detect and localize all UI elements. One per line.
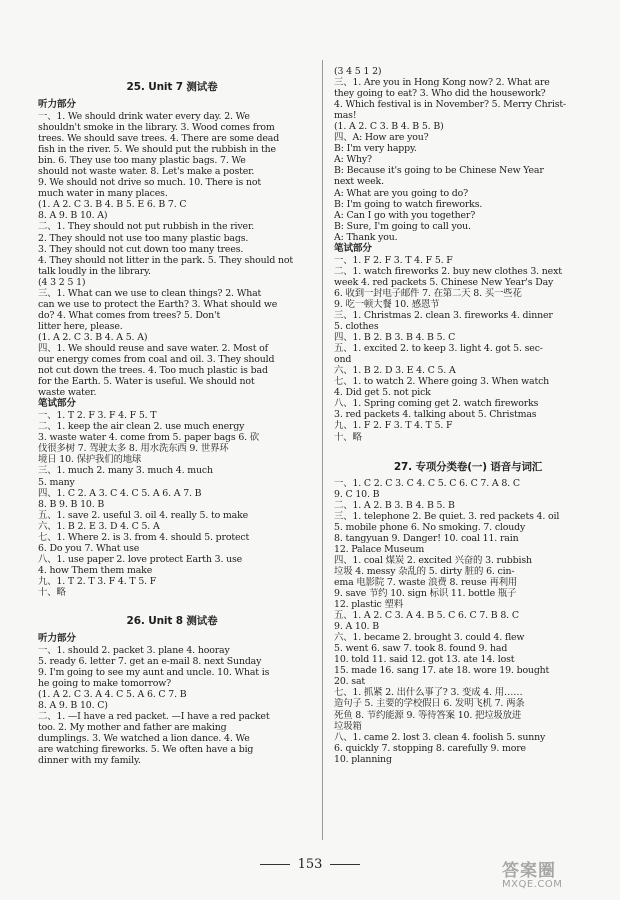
answer-line: 9. A 10. B xyxy=(334,621,379,633)
answer-line: shouldn't smoke in the library. 3. Wood comes from xyxy=(38,122,275,134)
answer-line: do? 4. What comes from trees? 5. Don't xyxy=(38,309,221,321)
section-25-listening-heading: 听力部分 xyxy=(38,99,76,110)
answer-line: trees. We should save trees. 4. There are some dead xyxy=(38,133,280,145)
answer-line: next week. xyxy=(334,176,384,188)
section-26-listening-answers xyxy=(38,645,306,767)
answer-line: 6. 收到一封电子邮件 7. 在第二天 8. 买一些花 xyxy=(334,287,522,299)
answer-line: 8. tangyuan 9. Danger! 10. coal 11. rain xyxy=(334,532,519,544)
answer-line: not cut down the trees. 4. Too much plastic is bad xyxy=(38,365,268,377)
answer-line: 9. save 节约 10. sign 标识 11. bottle 瓶子 xyxy=(334,588,517,600)
section-26-listening-heading: 听力部分 xyxy=(38,633,76,645)
left-column xyxy=(38,0,306,767)
answer-line: 七、1. 抓紧 2. 出什么事了? 3. 变成 4. 用…… xyxy=(334,687,523,699)
answer-line: ond xyxy=(334,354,352,366)
answer-line: (4 3 2 5 1) xyxy=(38,276,86,288)
answer-line: 五、1. excited 2. to keep 3. light 4. got 5. sec- xyxy=(334,343,543,355)
answer-line: 五、1. A 2. C 3. A 4. B 5. C 6. C 7. B 8. C xyxy=(334,610,519,622)
answer-line: (1. A 2. C 3. A 4. C 5. A 6. C 7. B xyxy=(38,689,187,701)
answer-line: mas! xyxy=(334,110,357,122)
answer-line: B: I'm going to watch fireworks. xyxy=(334,198,483,210)
watermark-bottom-text: MXQE.COM xyxy=(502,879,563,890)
answer-line: 六、1. B 2. D 3. E 4. C 5. A xyxy=(334,365,456,377)
answer-line: (1. A 2. C 3. B 4. B 5. E 6. B 7. C xyxy=(38,199,187,211)
answer-line: litter here, please. xyxy=(38,320,123,332)
answer-line: 二、1. watch fireworks 2. buy new clothes 3. next xyxy=(334,265,562,277)
answer-line: 3. waste water 4. come from 5. paper bags 6. 砍 xyxy=(38,432,260,444)
answer-line: 五、1. save 2. useful 3. oil 4. really 5. to make xyxy=(38,509,249,521)
answer-line: 9. We should not drive so much. 10. There is not xyxy=(38,177,261,189)
answer-line: 5. ready 6. letter 7. get an e-mail 8. next Sunday xyxy=(38,656,262,668)
answer-line: 四、1. B 2. B 3. B 4. B 5. C xyxy=(334,332,456,344)
answer-line: 8. B 9. B 10. B xyxy=(38,498,105,510)
answer-line: 4. They should not litter in the park. 5. They should not xyxy=(38,254,294,266)
answer-line: waste water. xyxy=(38,387,97,399)
answer-line: are watching fireworks. 5. We often have a big xyxy=(38,744,254,756)
answer-line: 三、1. What can we use to clean things? 2. What xyxy=(38,287,262,299)
answer-line: 一、1. should 2. packet 3. plane 4. hooray xyxy=(38,645,230,657)
answer-line: 三、1. Christmas 2. clean 3. fireworks 4. dinner xyxy=(334,309,553,321)
answer-line: 四、1. C 2. A 3. C 4. C 5. A 6. A 7. B xyxy=(38,487,202,499)
section-27-answers xyxy=(334,478,602,765)
answer-line: they going to eat? 3. Who did the housework? xyxy=(334,88,546,100)
answer-line: 二、1. —I have a red packet. —I have a red packet xyxy=(38,711,270,723)
answer-line: 4. Did get 5. not pick xyxy=(334,387,431,399)
answer-line: should not waste water. 8. Let's make a poster. xyxy=(38,166,255,178)
answer-line: 七、1. Where 2. is 3. from 4. should 5. protect xyxy=(38,531,250,543)
answer-line: he going to make tomorrow? xyxy=(38,678,172,690)
answer-line: can we use to protect the Earth? 3. What should we xyxy=(38,298,278,310)
answer-line: A: Can I go with you together? xyxy=(334,209,476,221)
answer-line: ema 电影院 7. waste 浪费 8. reuse 再利用 xyxy=(334,576,518,588)
section-27-title: 27. 专项分类卷(一) 语音与词汇 xyxy=(393,460,543,473)
answer-line: 八、1. Spring coming get 2. watch fireworks xyxy=(334,398,539,410)
section-25-listening-answers xyxy=(38,111,306,398)
section-26-continued-answers xyxy=(334,66,602,243)
answer-line: 伐很多树 7. 驾驶太多 8. 用水洗东西 9. 世界环 xyxy=(38,443,229,455)
answer-line: 十、略 xyxy=(334,431,362,443)
answer-line: 三、1. telephone 2. Be quiet. 3. red packets 4. oil xyxy=(334,510,560,522)
answer-line: 6. quickly 7. stopping 8. carefully 9. more xyxy=(334,742,526,754)
answer-line: 四、A: How are you? xyxy=(334,132,429,144)
answer-line: B: Sure, I'm going to call you. xyxy=(334,220,471,232)
answer-line: 一、1. We should drink water every day. 2. We xyxy=(38,111,250,122)
answer-line: 二、1. keep the air clean 2. use much energy xyxy=(38,421,245,433)
answer-line: 10. planning xyxy=(334,753,392,765)
answer-line: A: Why? xyxy=(334,154,372,166)
answer-line: 垃圾 4. messy 杂乱的 5. dirty 脏的 6. cin- xyxy=(334,565,515,577)
answer-line: dinner with my family. xyxy=(38,755,141,767)
answer-line: 一、1. F 2. F 3. T 4. F 5. F xyxy=(334,254,453,266)
column-divider xyxy=(322,60,323,840)
right-column xyxy=(334,0,602,765)
answer-line: 12. Palace Museum xyxy=(334,543,425,555)
answer-line: 3. They should not cut down too many trees. xyxy=(38,243,244,255)
answer-line: much water in many places. xyxy=(38,188,168,200)
section-25-writing-heading: 笔试部分 xyxy=(38,398,76,410)
answer-line: 死鱼 8. 节约能源 9. 等待答案 10. 把垃圾放进 xyxy=(334,709,522,721)
answer-line: week 4. red packets 5. Chinese New Year's Day xyxy=(334,276,554,288)
answer-line: 2. They should not use too many plastic bags. xyxy=(38,232,249,244)
answer-line: 一、1. C 2. C 3. C 4. C 5. C 6. C 7. A 8. C xyxy=(334,477,520,489)
answer-line: 9. 吃一顿大餐 10. 感恩节 xyxy=(334,298,440,310)
answer-line: dumplings. 3. We watched a lion dance. 4. We xyxy=(38,733,250,745)
answer-line: 十、略 xyxy=(38,586,66,598)
answer-line: 四、1. coal 煤炭 2. excited 兴奋的 3. rubbish xyxy=(334,554,532,566)
answer-line: talk loudly in the library. xyxy=(38,265,151,277)
answer-line: 12. plastic 塑料 xyxy=(334,599,403,611)
watermark-logo xyxy=(502,856,614,896)
answer-line: A: What are you going to do? xyxy=(334,187,469,199)
answer-line: 九、1. T 2. T 3. F 4. T 5. F xyxy=(38,575,157,587)
answer-line: 3. red packets 4. talking about 5. Christmas xyxy=(334,409,537,421)
answer-line: bin. 6. They use too many plastic bags. 7. We xyxy=(38,155,246,167)
answer-line: (1. A 2. C 3. B 4. B 5. B) xyxy=(334,121,444,133)
answer-line: 九、1. F 2. F 3. T 4. T 5. F xyxy=(334,420,453,432)
section-25-title: 25. Unit 7 测试卷 xyxy=(126,81,218,93)
answer-line: 20. sat xyxy=(334,676,366,688)
answer-line: fish in the river. 5. We should put the rubbish in the xyxy=(38,144,276,156)
answer-line: 15. made 16. sang 17. ate 18. wore 19. bought xyxy=(334,665,550,677)
answer-line: 八、1. came 2. lost 3. clean 4. foolish 5. sunny xyxy=(334,731,546,743)
answer-line: (1. A 2. C 3. B 4. A 5. A) xyxy=(38,331,148,343)
answer-line: 六、1. became 2. brought 3. could 4. flew xyxy=(334,632,525,644)
answer-line: 5. went 6. saw 7. took 8. found 9. had xyxy=(334,643,508,655)
answer-line: 10. told 11. said 12. got 13. ate 14. lost xyxy=(334,654,515,666)
answer-line: B: Because it's going to be Chinese New Year xyxy=(334,165,544,177)
answer-line: 七、1. to watch 2. Where going 3. When watch xyxy=(334,376,550,388)
answer-line: 六、1. B 2. E 3. D 4. C 5. A xyxy=(38,520,160,532)
answer-line: 造句子 5. 主要的学校假日 6. 发明飞机 7. 两条 xyxy=(334,698,525,710)
section-26-writing-heading: 笔试部分 xyxy=(334,242,372,254)
answer-line: A: Thank you. xyxy=(334,231,398,243)
answer-line: 一、1. T 2. F 3. F 4. F 5. T xyxy=(38,410,157,422)
answer-line: 9. C 10. B xyxy=(334,488,380,500)
answer-line: 4. how Them them make xyxy=(38,564,153,576)
answer-line: too. 2. My mother and father are making xyxy=(38,722,227,734)
answer-line: 境日 10. 保护我们的地球 xyxy=(38,454,142,466)
answer-line: for the Earth. 5. Water is useful. We should not xyxy=(38,376,255,388)
page-number-text: 153 xyxy=(297,857,323,872)
answer-line: 八、1. use paper 2. love protect Earth 3. use xyxy=(38,553,243,565)
section-26-writing-answers xyxy=(334,255,602,443)
answer-line: 5. many xyxy=(38,476,75,488)
answer-line: 二、1. A 2. B 3. B 4. B 5. B xyxy=(334,499,455,511)
watermark-top-text: 答案圈 xyxy=(502,861,556,881)
section-26-title: 26. Unit 8 测试卷 xyxy=(126,615,218,628)
page-number-dash-right xyxy=(330,864,360,865)
answer-line: 4. Which festival is in November? 5. Merry Christ- xyxy=(334,99,566,111)
answer-line: 三、1. much 2. many 3. much 4. much xyxy=(38,465,213,477)
answer-line: B: I'm very happy. xyxy=(334,143,417,155)
section-25-writing-answers xyxy=(38,410,306,598)
answer-line: (3 4 5 1 2) xyxy=(334,66,382,77)
answer-line: 8. A 9. B 10. A) xyxy=(38,210,108,222)
answer-line: 8. A 9. B 10. C) xyxy=(38,700,108,712)
answer-line: 5. mobile phone 6. No smoking. 7. cloudy xyxy=(334,521,526,533)
answer-line: 5. clothes xyxy=(334,321,379,333)
answer-line: 9. I'm going to see my aunt and uncle. 10. What is xyxy=(38,667,270,679)
answer-line: 二、1. They should not put rubbish in the river. xyxy=(38,221,255,233)
answer-line: 垃圾箱 xyxy=(334,720,362,732)
answer-line: 6. Do you 7. What use xyxy=(38,542,140,554)
page-number-dash-left xyxy=(260,864,290,865)
answer-line: 三、1. Are you in Hong Kong now? 2. What are xyxy=(334,77,550,89)
answer-line: our energy comes from coal and oil. 3. They should xyxy=(38,354,275,366)
answer-line: 四、1. We should reuse and save water. 2. Most of xyxy=(38,342,268,354)
